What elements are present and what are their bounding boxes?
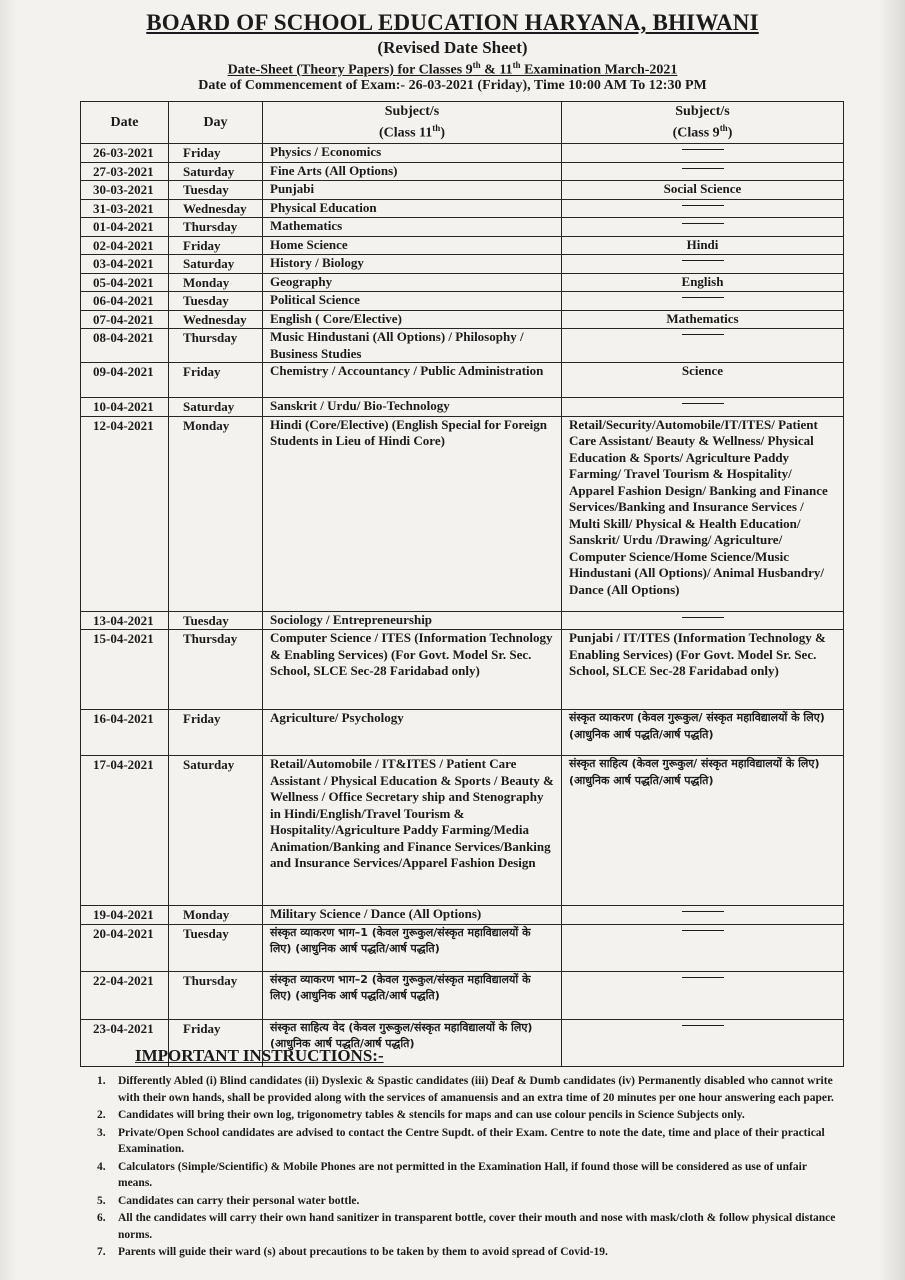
no-exam-dash [682,297,724,298]
row-subject-class9: Social Science [562,181,844,200]
row-subject-class9 [562,906,844,925]
row-subject-class11: संस्कृत साहित्य वेद (केवल गुरूकुल/संस्कृत महाविद्यालयों के लिए) (आधुनिक आर्ष पद्धति/आर्ष पद्धति) [263,1019,562,1066]
row-day: Saturday [169,255,263,274]
row-subject-class9 [562,329,844,363]
no-exam-dash [682,149,724,150]
row-subject-class9 [562,144,844,163]
row-subject-class11: Sanskrit / Urdu/ Bio-Technology [263,398,562,417]
header-class11-line2: (Class 11 [379,125,433,141]
header-class9 [562,102,844,144]
table-header-row [81,102,844,144]
header-class9-line2: (Class 9 [672,125,720,141]
row-date: 27-03-2021 [81,162,169,181]
row-subject-class9 [562,255,844,274]
table-row [81,611,844,630]
table-row [81,756,844,906]
instruction-number: 3. [97,1126,106,1139]
row-date: 09-04-2021 [81,363,169,398]
table-row [81,292,844,311]
instruction-item [97,1193,837,1210]
row-subject-class11: Mathematics [263,218,562,237]
row-subject-class11: Music Hindustani (All Options) / Philosophy / Business Studies [263,329,562,363]
table-row [81,630,844,710]
row-day: Saturday [169,162,263,181]
row-day: Friday [169,710,263,756]
no-exam-dash [682,205,724,206]
row-day: Friday [169,236,263,255]
row-subject-class9 [562,924,844,971]
row-subject-class9 [562,218,844,237]
row-day: Thursday [169,329,263,363]
row-date: 30-03-2021 [81,181,169,200]
row-date: 08-04-2021 [81,329,169,363]
row-subject-class11: संस्कृत व्याकरण भाग–2 (केवल गुरूकुल/संस्कृत महाविद्यालयों के लिए) (आधुनिक आर्ष पद्धति/आर्ष पद्धति) [263,971,562,1019]
row-day: Wednesday [169,310,263,329]
row-day: Friday [169,144,263,163]
row-date: 22-04-2021 [81,971,169,1019]
sheet-title-pre: Date-Sheet (Theory Papers) for Classes 9 [227,62,473,78]
table-row [81,218,844,237]
table-row [81,310,844,329]
row-date: 01-04-2021 [81,218,169,237]
row-date: 31-03-2021 [81,199,169,218]
row-subject-class11: Fine Arts (All Options) [263,162,562,181]
row-date: 20-04-2021 [81,924,169,971]
table-row [81,273,844,292]
row-day: Tuesday [169,181,263,200]
row-subject-class9 [562,199,844,218]
row-subject-class9 [562,292,844,311]
no-exam-dash [682,334,724,335]
row-date: 10-04-2021 [81,398,169,417]
no-exam-dash [682,617,724,618]
row-date: 19-04-2021 [81,906,169,925]
instruction-number: 5. [97,1194,106,1207]
sheet-title-sup2: th [512,60,521,70]
header-class9-line1: Subject/s [675,104,730,120]
table-row [81,162,844,181]
instruction-text: Calculators (Simple/Scientific) & Mobile Phones are not permitted in the Examination Hall, if found those will be considered as use of unfair means. [118,1160,807,1189]
row-date: 05-04-2021 [81,273,169,292]
row-date: 23-04-2021 [81,1019,169,1066]
no-exam-dash [682,1025,724,1026]
instruction-item [97,1159,837,1192]
row-subject-class11: Physics / Economics [263,144,562,163]
row-subject-class9: Hindi [562,236,844,255]
row-date: 17-04-2021 [81,756,169,906]
header-class11-line1: Subject/s [384,104,440,120]
table-row [81,255,844,274]
header-date: Date [81,102,169,144]
header-day: Day [169,102,263,144]
table-row [81,924,844,971]
row-day: Friday [169,1019,263,1066]
instruction-number: 1. [97,1075,106,1087]
instruction-number: 6. [97,1212,106,1224]
row-date: 13-04-2021 [81,611,169,630]
row-date: 07-04-2021 [81,310,169,329]
header-class11 [263,102,562,144]
row-subject-class11: English ( Core/Elective) [263,310,562,329]
no-exam-dash [682,168,724,169]
row-subject-class9: संस्कृत व्याकरण (केवल गुरूकुल/ संस्कृत महाविद्यालयों के लिए) (आधुनिक आर्ष पद्धति/आर्ष पद्धति) [562,710,844,756]
row-subject-class9 [562,971,844,1019]
instructions-title: IMPORTANT INSTRUCTIONS:- [135,1046,384,1065]
instruction-number: 7. [97,1246,106,1258]
row-day: Tuesday [169,924,263,971]
row-subject-class11: Sociology / Entrepreneurship [263,611,562,630]
instruction-number: 2. [97,1109,106,1121]
board-title: BOARD OF SCHOOL EDUCATION HARYANA, BHIWANI [146,10,759,35]
no-exam-dash [682,260,724,261]
instruction-item [97,1244,837,1261]
header-class9-close: ) [727,125,733,141]
no-exam-dash [682,977,724,978]
row-subject-class9: संस्कृत साहित्य (केवल गुरूकुल/ संस्कृत महाविद्यालयों के लिए) (आधुनिक आर्ष पद्धति/आर्ष पद्धति) [562,756,844,906]
row-date: 15-04-2021 [81,630,169,710]
row-subject-class11: Agriculture/ Psychology [263,710,562,756]
row-subject-class11: Retail/Automobile / IT&ITES / Patient Care Assistant / Physical Education & Sports / Beauty & Wellness / Office Secretary ship and Stenography in Hindi/English/Travel Tourism & Hospitality/Agriculture Paddy Farming/Media Animation/Banking and Finance Services/Banking and Insurance Services/Apparel Fashion Design [263,756,562,906]
row-day: Saturday [169,398,263,417]
instruction-item [97,1125,837,1158]
row-subject-class11: Computer Science / ITES (Information Technology & Enabling Services) (For Govt. Model Sr. Sec. School, SLCE Sec-28 Faridabad only) [263,630,562,710]
no-exam-dash [682,930,724,931]
row-subject-class11: Chemistry / Accountancy / Public Administration [263,363,562,398]
row-day: Saturday [169,756,263,906]
row-subject-class9 [562,162,844,181]
row-day: Tuesday [169,611,263,630]
row-subject-class9: Retail/Security/Automobile/IT/ITES/ Patient Care Assistant/ Beauty & Wellness/ Physical Education & Sports/ Agriculture Paddy Farming/ Travel Tourism & Hospitality/ Apparel Fashion Design/ Banking and Finance Services/Banking and Insurance Services / Multi Skill/ Physical & Health Education/ Sanskrit/ Urdu /Drawing/ Agriculture/ Computer Science/Home Science/Music Hindustani (All Options)/ Animal Husbandry/ Dance (All Options) [562,416,844,611]
row-subject-class9: Science [562,363,844,398]
page-edge-shadow-left [0,0,18,1280]
table-row [81,329,844,363]
row-day: Thursday [169,630,263,710]
row-subject-class11: Punjabi [263,181,562,200]
row-subject-class9: Mathematics [562,310,844,329]
header-class9-sup: th [719,123,728,134]
instruction-number: 4. [97,1160,106,1173]
table-row [81,181,844,200]
header-class11-close: ) [440,125,445,141]
row-subject-class11: History / Biology [263,255,562,274]
row-subject-class9: English [562,273,844,292]
table-row [81,906,844,925]
row-day: Monday [169,906,263,925]
table-row [81,398,844,417]
no-exam-dash [682,223,724,224]
row-day: Thursday [169,218,263,237]
table-row [81,971,844,1019]
instruction-text: All the candidates will carry their own hand sanitizer in transparent bottle, cover their mouth and nose with mask/cloth & follow physical distance norms. [118,1212,836,1241]
no-exam-dash [682,911,724,912]
row-day: Monday [169,273,263,292]
instruction-text: Candidates will bring their own log, trigonometry tables & stencils for maps and can use colour pencils in Science Subjects only. [118,1109,745,1121]
instructions-list [97,1073,837,1262]
row-subject-class11: Political Science [263,292,562,311]
sheet-title-post: Examination March-2021 [520,62,678,78]
row-day: Tuesday [169,292,263,311]
sheet-title-mid: & 11 [480,62,513,78]
table-row [81,236,844,255]
instruction-text: Candidates can carry their personal water bottle. [118,1194,360,1207]
sheet-title-sup1: th [472,60,481,70]
row-subject-class9: Punjabi / IT/ITES (Information Technology & Enabling Services) (For Govt. Model Sr. Sec. School, SLCE Sec-28 Faridabad only) [562,630,844,710]
row-date: 03-04-2021 [81,255,169,274]
row-subject-class11: Physical Education [263,199,562,218]
instruction-item [97,1210,837,1243]
commencement-line: Date of Commencement of Exam:- 26-03-2021 (Friday), Time 10:00 AM To 12:30 PM [198,78,707,93]
instruction-item [97,1073,837,1106]
row-day: Thursday [169,971,263,1019]
date-sheet-table [80,101,844,1067]
table-row [81,363,844,398]
instruction-text: Private/Open School candidates are advised to contact the Centre Supdt. of their Exam. Centre to note the date, time and place of their practical Examination. [118,1126,825,1155]
row-day: Wednesday [169,199,263,218]
table-row [81,199,844,218]
row-subject-class9 [562,611,844,630]
row-date: 26-03-2021 [81,144,169,163]
header-class11-sup: th [432,123,441,134]
row-date: 02-04-2021 [81,236,169,255]
row-date: 12-04-2021 [81,416,169,611]
instruction-text: Parents will guide their ward (s) about precautions to be taken by them to avoid spread of Covid-19. [118,1246,608,1258]
no-exam-dash [682,403,724,404]
row-day: Friday [169,363,263,398]
sheet-title [0,60,905,79]
table-row [81,710,844,756]
row-subject-class11: संस्कृत व्याकरण भाग–1 (केवल गुरूकुल/संस्कृत महाविद्यालयों के लिए) (आधुनिक आर्ष पद्धति/आर्ष पद्धति) [263,924,562,971]
table-row [81,416,844,611]
row-subject-class11: Military Science / Dance (All Options) [263,906,562,925]
row-subject-class9 [562,398,844,417]
page-edge-shadow-right [879,0,905,1280]
instruction-item [97,1107,837,1124]
row-subject-class9 [562,1019,844,1066]
row-subject-class11: Hindi (Core/Elective) (English Special for Foreign Students in Lieu of Hindi Core) [263,416,562,611]
revised-subtitle: (Revised Date Sheet) [377,38,528,57]
instruction-text: Differently Abled (i) Blind candidates (ii) Dyslexic & Spastic candidates (iii) Deaf & Dumb candidates (iv) Permanently disabled who cannot write with their own hands, shall be provided along with the services of amanuensis and an extra time of 20 minutes per one hour answering each paper. [118,1075,834,1104]
row-date: 16-04-2021 [81,710,169,756]
row-subject-class11: Geography [263,273,562,292]
row-subject-class11: Home Science [263,236,562,255]
row-date: 06-04-2021 [81,292,169,311]
row-day: Monday [169,416,263,611]
table-row [81,144,844,163]
